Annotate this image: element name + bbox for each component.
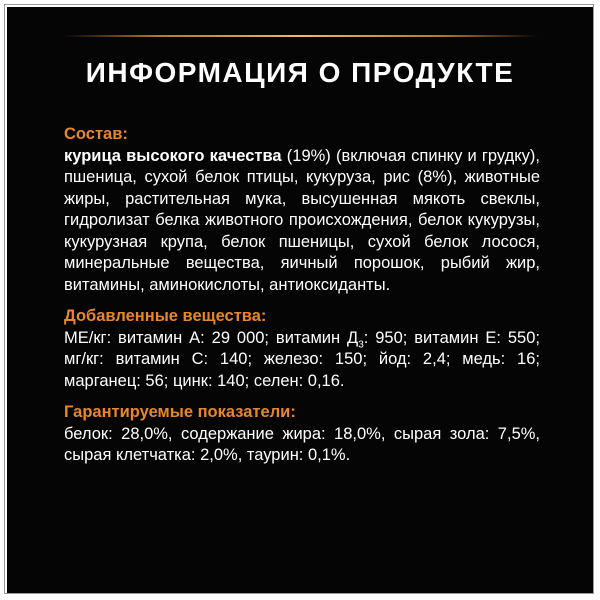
composition-text — [64, 146, 540, 297]
page-title: ИНФОРМАЦИЯ О ПРОДУКТЕ — [85, 57, 515, 88]
additives-text — [64, 328, 540, 393]
composition-bold-lead: курица высокого качества — [64, 146, 282, 165]
additives-text-part1: МЕ/кг: витамин А: 29 000; витамин Д — [64, 328, 359, 347]
product-info-panel — [7, 7, 593, 593]
guaranteed-heading: Гарантируемые показатели: — [64, 403, 296, 421]
additives-heading: Добавленные вещества: — [64, 307, 267, 325]
additives-text-part2: : 950; витамин Е: 550; мг/кг: витамин С: 140; железо: 150; йод: 2,4; медь: 16; марганец: 56; цинк: 140; селен: 0,16. — [64, 328, 540, 390]
vitamin-d-subscript: 3 — [358, 338, 364, 350]
guaranteed-text: белок: 28,0%, содержание жира: 18,0%, сырая зола: 7,5%, сырая клетчатка: 2,0%, таурин: 0,1%. — [64, 424, 540, 464]
gold-divider-line — [63, 35, 538, 37]
composition-rest: (19%) (включая спинку и грудку), пшеница, сухой белок птицы, кукуруза, рис (8%), животные жиры, растительная мука, высушенная мякоть свеклы, гидролизат белка животного происхождения, белок кукурузы, кукурузная крупа, белок пшеницы, сухой белок лосося, минеральные вещества, яичный порошок, рыбий жир, витамины, аминокислоты, антиоксиданты. — [64, 146, 540, 294]
product-info-content — [64, 124, 540, 477]
composition-heading: Состав: — [64, 125, 128, 143]
